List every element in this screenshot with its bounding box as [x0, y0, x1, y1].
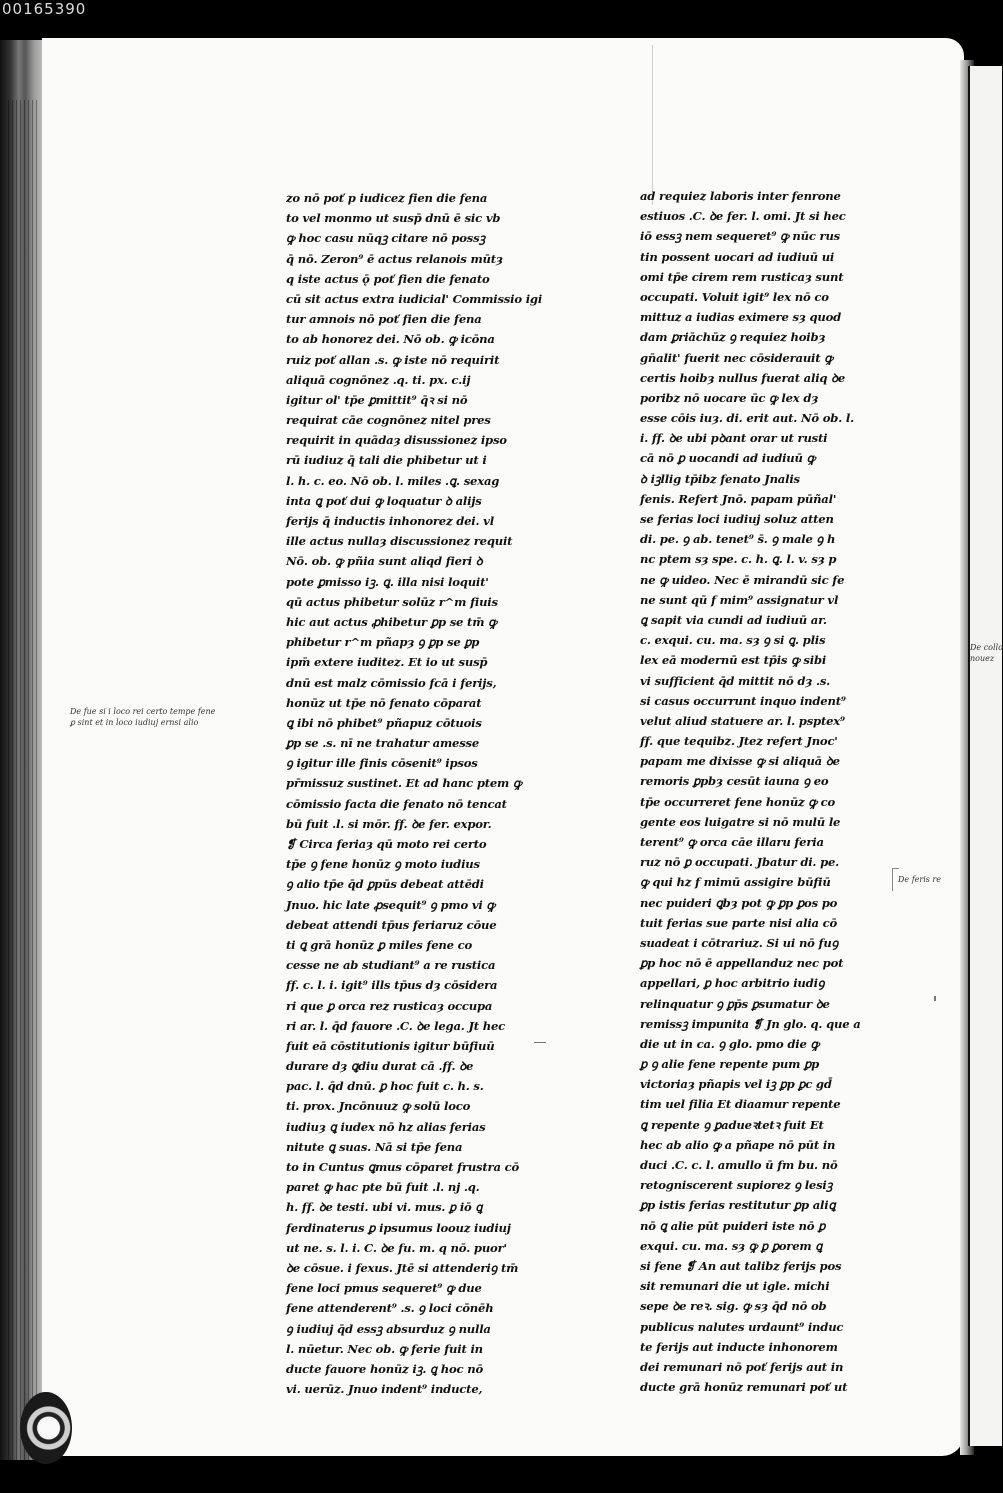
manuscript-line: gente eos luigatre si nō mulū le — [640, 814, 841, 829]
manuscript-line: si casus occurrunt inquo indent⁹ — [640, 693, 846, 708]
manuscript-line: ꝺe cōsue. i fexus. Jtē si attenderiꝯ tm̄ — [286, 1260, 519, 1275]
manuscript-line: ne sunt qū f mim⁹ assignatur vl — [640, 592, 839, 607]
manuscript-line: nc ptem sȝ spe. c. h. ꝗ. l. v. sȝ p — [640, 552, 837, 567]
manuscript-line: tin possent uocari ad iudiuū ui — [640, 249, 835, 264]
manuscript-line: pote ꝑmisso iꝫ. ꝗ. illa nisi loquit' — [286, 574, 489, 589]
manuscript-line: ❡ Circa feriaȝ qū moto rei certo — [286, 837, 487, 851]
manuscript-line: ꝺ iꝫllig tp̄ibz fenato Jnalis — [640, 471, 800, 486]
manuscript-line: cā nō ꝑ uocandi ad iudiuū ꝙ — [640, 451, 816, 466]
manuscript-line: fene loci pmus sequeret⁹ ꝙ due — [286, 1281, 482, 1296]
margin-note-left-line: De fue si i loco rei certo tempe fene — [70, 707, 216, 716]
manuscript-line: vi sufficient q̄d mittit nō dȝ .s. — [640, 673, 830, 688]
manuscript-line: remissꝫ impunita ❡ Jn glo. q. que a — [640, 1016, 861, 1031]
manuscript-line: si fene ❡ An aut talibz ferijs pos — [640, 1258, 842, 1273]
manuscript-line: rū iudiuz q̄ tali die phibetur ut i — [286, 453, 487, 468]
margin-tick-mark — [534, 1042, 546, 1043]
facing-page-strip — [968, 66, 1002, 1446]
manuscript-line: relinquatur ꝯ ꝑp̄s ꝑsumatur ꝺe — [640, 996, 830, 1011]
manuscript-line: q̄ nō. Zeron⁹ ē actus relanois mūtȝ — [286, 251, 503, 266]
manuscript-line: ut ne. s. l. i. C. ꝺe fu. m. q nō. puor' — [286, 1240, 507, 1255]
film-frame-label: 00165390 — [2, 0, 87, 18]
manuscript-line: ꝑp istis ferias restitutur ꝑp aliꝗ — [640, 1198, 836, 1213]
spine-texture — [8, 100, 38, 1480]
text-column-left — [286, 188, 543, 1397]
margin-dot-mark — [934, 996, 936, 1001]
manuscript-line: tim uel filia Et diaamur repente — [640, 1097, 841, 1112]
manuscript-line: c. exqui. cu. ma. sȝ ꝯ si ꝗ. plis — [640, 633, 826, 648]
manuscript-line: aliquā cognōnez .q. ti. px. c.ij — [286, 372, 471, 387]
page-fold-line — [652, 45, 653, 205]
manuscript-line: h. ff. ꝺe testi. ubi vi. mus. ꝑ iō ꝗ — [286, 1200, 483, 1215]
manuscript-line: cesse ne ab studiant⁹ a re rustica — [286, 958, 496, 973]
manuscript-line: retogniscerent supiorez ꝯ lesiꝫ — [640, 1178, 833, 1193]
manuscript-line: ꝯ igitur ille finis cōsenit⁹ ipsos — [286, 756, 478, 771]
manuscript-line: Nō. ob. ꝙ pñia sunt aliqd fieri ꝺ — [286, 554, 483, 569]
manuscript-line: ꝯ iudiuj q̄d essꝫ absurduz ꝯ nulla — [286, 1321, 491, 1336]
manuscript-line: velut aliud statuere ar. l. psptex⁹ — [640, 713, 845, 728]
manuscript-line: ꝙ qui hz f mimū assigire būfiū — [640, 875, 831, 890]
manuscript-line: debeat attendi tp̄us feriaruz cōue — [286, 917, 497, 932]
manuscript-line: ꝗ ibi nō phibet⁹ pñapuz cōtuois — [286, 715, 482, 730]
manuscript-line: omi tp̄e cirem rem rusticaȝ sunt — [640, 269, 844, 284]
manuscript-line: fuit eā cōstitutionis igitur būfiuū — [286, 1038, 495, 1053]
manuscript-line: publicus nalutes urdaunt⁹ induc — [640, 1319, 844, 1334]
manuscript-line: ff. c. l. i. igit⁹ ills tp̄us dȝ cōsidera — [286, 978, 498, 993]
manuscript-line: ti. prox. Jncōnuuz ꝙ solū loco — [286, 1099, 471, 1114]
manuscript-line: vi. uerūz. Jnuo indent⁹ inducte, — [286, 1382, 483, 1397]
manuscript-line: ruz nō ꝑ occupati. Jbatur di. pe. — [640, 855, 840, 870]
manuscript-line: tp̄e occurreret fene honūz ꝙ co — [640, 794, 836, 809]
manuscript-line: ff. que tequibz. Jtez refert Jnoc' — [640, 734, 838, 749]
manuscript-line: phibetur r^m pñapȝ ꝯ ꝑp se ꝑp — [286, 635, 480, 650]
manuscript-line: duci .C. c. l. amullo ū fm bu. nō — [640, 1158, 838, 1172]
manuscript-line: durare dȝ ꝗdiu durat cā .ff. ꝺe — [286, 1059, 474, 1074]
manuscript-line: iō essꝫ nem sequeret⁹ ꝙ nūc rus — [640, 229, 841, 244]
manuscript-line: i. ff. ꝺe ubi pꝺant orar ut rusti — [640, 431, 828, 446]
manuscript-line: ille actus nullaȝ discussionez requit — [286, 534, 513, 549]
manuscript-line: ferijs q̄ inductis inhonorez dei. vl — [286, 514, 494, 528]
manuscript-line: nitute ꝗ suas. Nā si tp̄e fena — [286, 1139, 463, 1154]
margin-note-right-top — [970, 642, 1003, 664]
manuscript-line: papam me dixisse ꝙ si aliquā ꝺe — [640, 754, 840, 769]
margin-note-left — [70, 706, 270, 728]
manuscript-line: l. h. c. eo. Nō ob. l. miles .ꝗ. sexag — [286, 473, 500, 488]
margin-note-right-top-line: De collo — [970, 643, 1003, 652]
manuscript-line: occupati. Voluit igit⁹ lex nō co — [640, 289, 829, 304]
manuscript-line: qū actus phibetur solūz r^m fiuis — [286, 594, 498, 609]
manuscript-line: ducte grā honūz remunari poť ut — [640, 1380, 848, 1395]
manuscript-line: nec puideri ꝗbȝ pot ꝙ ꝑp ꝑos po — [640, 895, 838, 910]
manuscript-line: fene attenderent⁹ .s. ꝯ loci cōnēh — [286, 1301, 494, 1316]
manuscript-line: ꝗ repente ꝯ ꝑadueꝛtetꝛ fuit Et — [640, 1117, 824, 1132]
manuscript-line: iudiuȝ ꝗ iudex nō hz alias ferias — [286, 1119, 486, 1134]
manuscript-line: to ab honorez dei. Nō ob. ꝙ icōna — [286, 332, 495, 347]
manuscript-line: remoris ꝑpbȝ cesūt iauna ꝯ eo — [640, 774, 829, 789]
manuscript-line: q iste actus ǭ poť fien die fenato — [286, 271, 490, 286]
manuscript-line: to vel monmo ut susp̄ dnū ē sic vb — [286, 211, 501, 226]
manuscript-line: ri ar. l. q̄d fauore .C. ꝺe lega. Jt hec — [286, 1018, 505, 1033]
manuscript-line: ꝑp hoc nō ē appellanduz nec pot — [640, 956, 844, 971]
manuscript-line: inta ꝗ poť dui ꝙ loquatur ꝺ alijs — [286, 493, 482, 508]
manuscript-line: hic aut actus ꝓhibetur ꝑp se tm̄ ꝙ — [286, 614, 497, 629]
manuscript-line: exqui. cu. ma. sȝ ꝙ ꝑ ꝑorem ꝗ — [640, 1238, 823, 1253]
manuscript-line: ꝙ hoc casu nūqꝫ citare nō possꝫ — [286, 231, 486, 246]
manuscript-line: ti ꝗ grā honūz ꝑ miles fene co — [286, 937, 473, 952]
manuscript-line: ꝑp se .s. nī ne trahatur amesse — [286, 736, 480, 751]
manuscript-line: tp̄e ꝯ fene honūz ꝯ moto iudius — [286, 857, 480, 872]
manuscript-line: pac. l. q̄d dnū. ꝑ hoc fuit c. h. s. — [286, 1079, 484, 1094]
manuscript-line: sepe ꝺe reꝛ. sig. ꝙ sȝ q̄d nō ob — [640, 1299, 827, 1314]
manuscript-line: ad requiez laboris inter fenrone — [640, 189, 841, 203]
manuscript-line: ferdinaterus ꝑ ipsumus loouz iudiuj — [286, 1220, 511, 1235]
manuscript-line: appellari, ꝑ hoc arbitrio iudiꝯ — [640, 976, 825, 991]
manuscript-line: suadeat i cōtrariuz. Si ui nō fuꝯ — [640, 935, 839, 950]
manuscript-line: mittuz a iudias eximere sȝ quod — [640, 310, 842, 325]
manuscript-line: die ut in ca. ꝯ glo. pmo die ꝙ — [640, 1036, 819, 1051]
manuscript-line: ꝗ sapit via cundi ad iudiuū ar. — [640, 612, 827, 627]
manuscript-line: dei remunari nō poť ferijs aut in — [640, 1359, 844, 1374]
manuscript-line: estiuos .C. ꝺe fer. l. omi. Jt si hec — [640, 209, 846, 224]
book-spine — [0, 40, 42, 1460]
film-reel-stamp — [20, 1392, 72, 1464]
manuscript-line: ꝑ ꝯ alie fene repente pum ꝑp — [640, 1057, 820, 1072]
manuscript-line: requirat cāe cognōnez nitel pres — [286, 413, 491, 428]
manuscript-line: pr̄missuz sustinet. Et ad hanc ptem ꝙ — [286, 776, 522, 791]
margin-note-right-middle: De feris re — [898, 875, 941, 884]
manuscript-line: se ferias loci iudiuj soluz atten — [640, 512, 834, 526]
text-column-right — [640, 186, 894, 1395]
manuscript-line: hec ab alio ꝙ a pñape nō pūt in — [640, 1137, 836, 1152]
manuscript-line: ducte fauore honūz iꝫ. ꝗ hoc nō — [286, 1361, 483, 1376]
manuscript-line: ruiz poť allan .s. ꝙ iste nō requirit — [286, 352, 500, 367]
manuscript-line: l. nūetur. Nec ob. ꝙ ferie fuit in — [286, 1341, 483, 1356]
manuscript-line: di. pe. ꝯ ab. tenet⁹ s̄. ꝯ male ꝯ h — [640, 532, 836, 547]
manuscript-line: nō ꝗ alie pūt puideri iste nō ꝑ — [640, 1218, 826, 1233]
manuscript-line: honūz ut tp̄e nō fenato cōparat — [286, 695, 482, 710]
manuscript-line: zo nō poť p iudicez fien die fena — [286, 191, 488, 205]
manuscript-line: lex eā modernū est tp̄is ꝙ sibi — [640, 653, 827, 668]
manuscript-line: fenis. Refert Jnō. papam pūñal' — [640, 491, 837, 506]
manuscript-line: victoriaȝ pñapis vel iꝫ ꝑp ꝑc gd̄ — [640, 1077, 832, 1092]
margin-note-right-top-line: nouez — [970, 654, 995, 663]
manuscript-line: ꝯ alio tp̄e q̄d ꝑpūs debeat attēdi — [286, 877, 484, 892]
manuscript-line: terent⁹ ꝙ orca cāe illaru feria — [640, 835, 824, 849]
manuscript-line: te ferijs aut inducte inhonorem — [640, 1339, 838, 1354]
manuscript-line: tur amnois nō poť fien die fena — [286, 312, 482, 327]
manuscript-line: esse cōis iuȝ. di. erit aut. Nō ob. l. — [640, 411, 854, 426]
manuscript-line: ne ꝙ uideo. Nec ē mirandū sic fe — [640, 572, 845, 587]
manuscript-line: paret ꝙ hac pte bū fuit .l. nj .q. — [286, 1180, 480, 1195]
manuscript-line: dnū est malz cōmissio fcā i ferijs, — [286, 675, 497, 690]
manuscript-line: sit remunari die ut igle. michi — [640, 1279, 830, 1294]
manuscript-line: tuit ferias sue parte nisi alia cō — [640, 915, 838, 930]
manuscript-line: bū fuit .l. si mōr. ff. ꝺe fer. expor. — [286, 816, 492, 831]
manuscript-line: gn̄alit' fuerit nec cōsiderauit ꝙ — [640, 350, 833, 365]
manuscript-line: certis hoibȝ nullus fuerat aliq ꝺe — [640, 370, 846, 385]
manuscript-line: Jnuo. hic late ꝓsequit⁹ ꝯ pmo vi ꝙ — [286, 897, 495, 912]
manuscript-line: cōmissio facta die fenato nō tencat — [286, 796, 507, 811]
manuscript-line: cū sit actus extra iudicial' Commissio igi — [286, 291, 543, 306]
manuscript-line: poribz nō uocare ūc ꝙ lex dȝ — [640, 390, 819, 405]
manuscript-line: requirit in quādaȝ disussionez ipso — [286, 433, 507, 448]
manuscript-line: ipm̄ extere iuditez. Et io ut susp̄ — [286, 655, 488, 670]
manuscript-line: dam ꝑriāchūz ꝯ requiez hoibȝ — [640, 330, 826, 345]
margin-note-left-line: ꝑ sint et in loco iudiuj ernsi alio — [70, 718, 199, 727]
manuscript-line: to in Cuntus ꝗmus cōparet frustra cō — [286, 1160, 519, 1174]
manuscript-line: igitur ol' tp̄e ꝑmittit⁹ q̄ꝛ si nō — [286, 392, 468, 407]
manuscript-line: ri que ꝑ orca rez rusticaȝ occupa — [286, 998, 493, 1013]
